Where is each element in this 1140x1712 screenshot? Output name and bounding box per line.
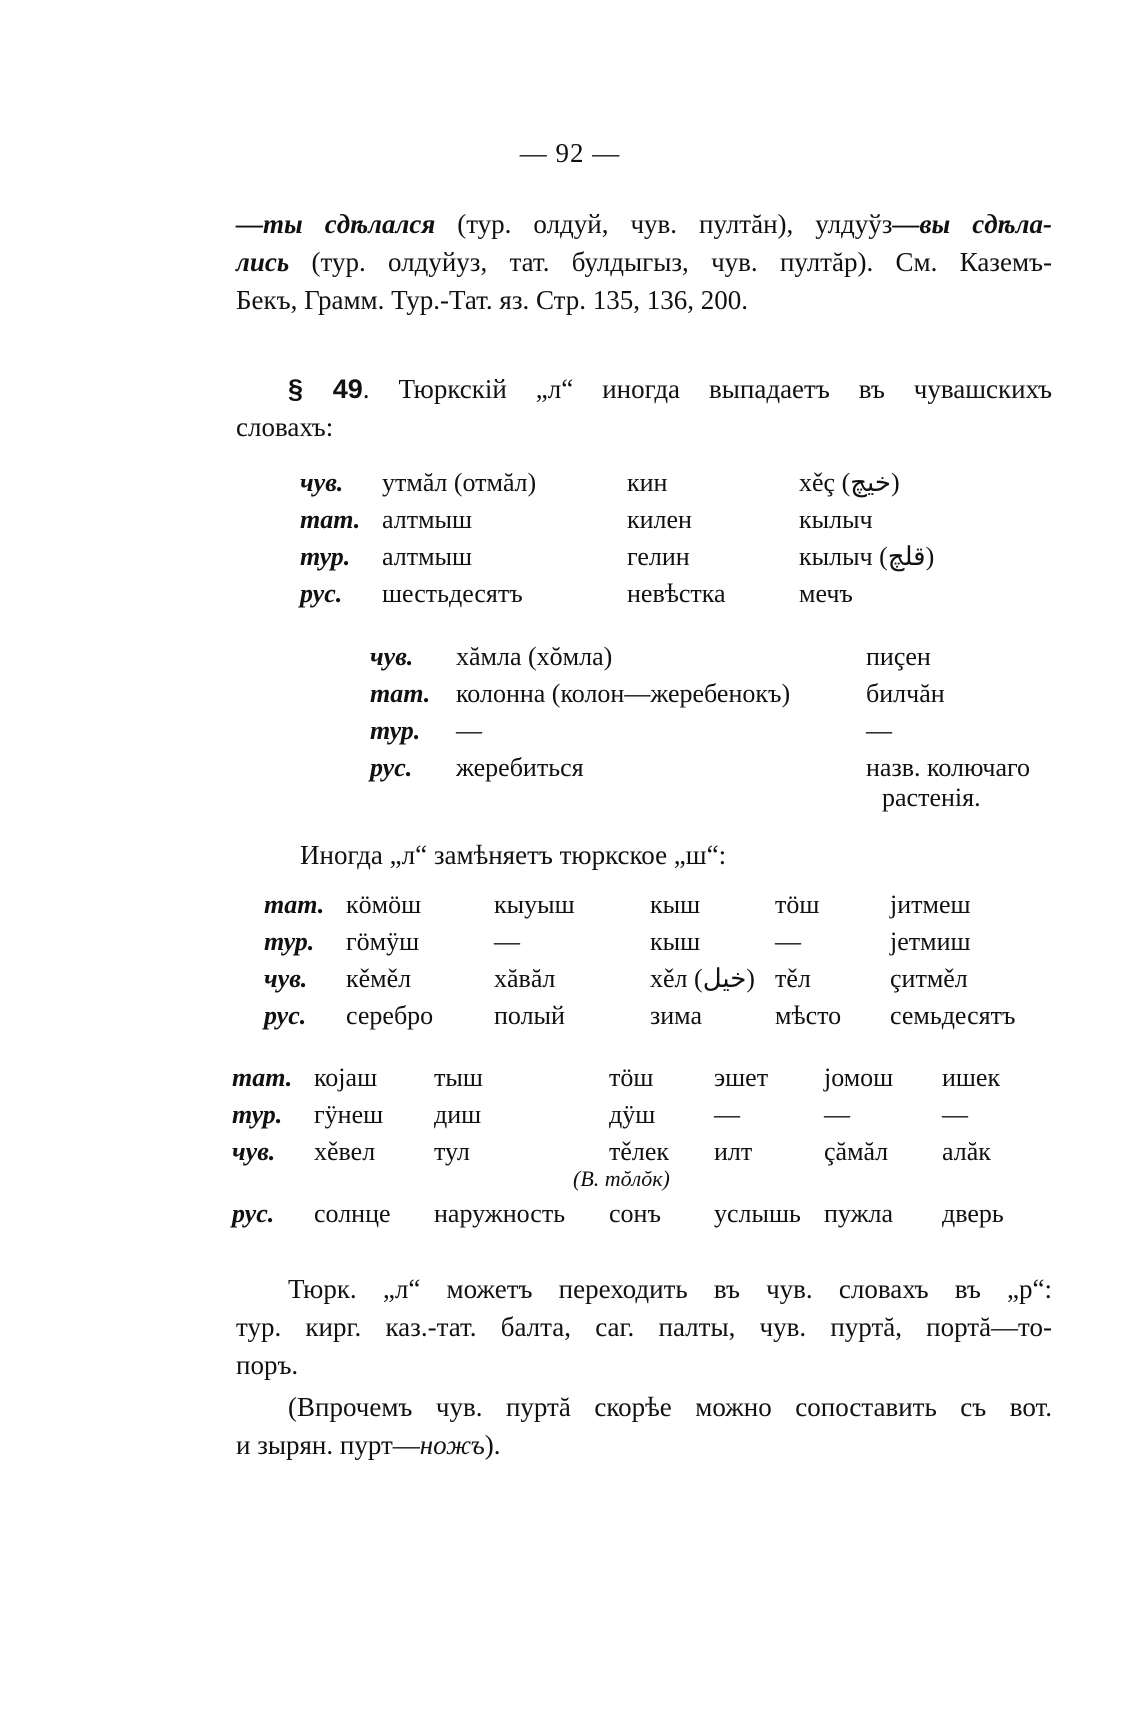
- table-cell: [866, 642, 1030, 679]
- text-run: (тур. олдуй, чув. пултăн), улдуўз: [435, 209, 893, 239]
- table-cell: тӧш: [775, 890, 820, 919]
- cell-text: назв. колючаго: [866, 753, 1031, 782]
- cell-text: сонъ: [609, 1199, 661, 1228]
- paragraph-verb-forms: [236, 205, 1052, 319]
- text-line: Бекъ, Грамм. Тур.-Тат. яз. Стр. 135, 136, 200.: [236, 285, 749, 315]
- table-cell: илт: [714, 1137, 753, 1166]
- table-cell: —: [494, 927, 520, 956]
- table-cell: хăвăл: [494, 964, 556, 993]
- paragraph-l-replaces-sh: Иногда „л“ замѣняетъ тюркское „ш“:: [300, 840, 727, 870]
- cell-text: тěлек: [609, 1137, 670, 1166]
- italic-phrase: лись: [236, 247, 290, 277]
- table-cell: полый: [494, 1001, 565, 1030]
- paragraph-section-49: [236, 370, 1052, 446]
- table-cell: алтмыш: [382, 505, 473, 534]
- language-label: тат.: [300, 505, 361, 534]
- table-row: [264, 927, 1015, 964]
- table-row: [370, 679, 1030, 716]
- table-row: [300, 542, 934, 579]
- text-line: (Впрочемъ чув. пуртă скорѣе можно сопоставить съ вот.: [288, 1392, 1052, 1422]
- language-label: чув.: [300, 468, 344, 497]
- table-cell: —: [775, 927, 801, 956]
- text-run: и зырян. пурт—: [236, 1430, 420, 1460]
- table-cell: гӧмӱш: [346, 927, 420, 956]
- table-cell: хěç (خیچ): [799, 468, 900, 497]
- table-row: [370, 642, 1030, 679]
- language-label: рус.: [300, 579, 343, 608]
- table-row: [232, 1063, 1004, 1100]
- text-line: словахъ:: [236, 412, 334, 442]
- table-cell: диш: [434, 1100, 482, 1129]
- table-cell: тěл: [775, 964, 811, 993]
- table-cell: услышь: [714, 1199, 801, 1228]
- language-label: тур.: [264, 927, 315, 956]
- table-cell: кыш: [650, 927, 701, 956]
- text-line: [236, 205, 1052, 243]
- text-run: (тур. олдуйуз, тат. булдыгыз, чув. пултăр). См. Каземъ-: [289, 247, 1052, 277]
- table-row: [264, 890, 1015, 927]
- table-cell: кěмěл: [346, 964, 412, 993]
- table-cell: [866, 753, 1030, 813]
- table-cell: жеребиться: [456, 753, 584, 782]
- section-number: § 49: [288, 374, 363, 404]
- table-cell: хěвел: [314, 1137, 376, 1166]
- paragraph-l-to-r: [236, 1270, 1052, 1384]
- table-row: [300, 505, 934, 542]
- comparison-table-4: [232, 1063, 1004, 1236]
- text-run: ).: [484, 1430, 501, 1460]
- table-cell: кин: [627, 468, 668, 497]
- table-cell: —: [824, 1100, 850, 1129]
- table-cell: [609, 1199, 714, 1236]
- italic-phrase: ножъ: [419, 1430, 485, 1460]
- table-cell: колонна (колон—жеребенокъ): [456, 679, 791, 708]
- language-label: тур.: [232, 1100, 283, 1129]
- text-run: . Тюркскій „л“ иногда выпадаетъ въ чувашскихъ: [362, 374, 1052, 404]
- table-cell: серебро: [346, 1001, 434, 1030]
- table-cell: солнце: [314, 1199, 391, 1228]
- table-cell: [866, 679, 1030, 716]
- table-cell: —: [942, 1100, 968, 1129]
- comparison-table-1: [300, 468, 934, 616]
- table-cell: тул: [434, 1137, 470, 1166]
- cell-text: дӱш: [609, 1100, 656, 1129]
- table-cell: утмăл (отмăл): [382, 468, 537, 497]
- text-line: тур. кирг. каз.-тат. балта, саг. палты, чув. пуртă, портă—то-: [236, 1312, 1052, 1342]
- language-label: тур.: [300, 542, 351, 571]
- table-cell: пужла: [824, 1199, 894, 1228]
- language-label: чув.: [232, 1137, 276, 1166]
- paragraph-note: [236, 1388, 1052, 1464]
- table-row: [300, 468, 934, 505]
- table-cell: jомош: [824, 1063, 894, 1092]
- language-label: тат.: [264, 890, 325, 919]
- table-row: [264, 1001, 1015, 1038]
- table-cell: jетмиш: [890, 927, 971, 956]
- cell-text: билчăн: [866, 679, 945, 708]
- table-cell: мѣсто: [775, 1001, 842, 1030]
- cell-subtext: (В. тŏлŏк): [573, 1166, 670, 1191]
- table-cell: тыш: [434, 1063, 483, 1092]
- table-row: [370, 753, 1030, 813]
- table-cell: кыуыш: [494, 890, 575, 919]
- table-cell: дверь: [942, 1199, 1004, 1228]
- table-cell: çитмěл: [890, 964, 968, 993]
- table-row: [232, 1100, 1004, 1137]
- table-cell: зима: [650, 1001, 702, 1030]
- text-line: [236, 243, 1052, 281]
- text-line: поръ.: [236, 1350, 299, 1380]
- text-line: [236, 1426, 1052, 1464]
- language-label: тат.: [370, 679, 431, 708]
- language-label: тат.: [232, 1063, 293, 1092]
- table-cell: [573, 1137, 714, 1199]
- table-cell: хăмла (хŏмла): [456, 642, 613, 671]
- table-row: [264, 964, 1015, 1001]
- comparison-table-2: [370, 642, 1030, 813]
- table-cell: [609, 1100, 714, 1137]
- table-cell: којаш: [314, 1063, 378, 1092]
- table-cell: jитмеш: [890, 890, 971, 919]
- table-cell: алăк: [942, 1137, 991, 1166]
- italic-phrase: —ты сдѣлался: [236, 209, 436, 239]
- table-row: [232, 1199, 1004, 1236]
- language-label: чув.: [370, 642, 414, 671]
- text-line: Тюрк. „л“ можетъ переходить въ чув. словахъ въ „р“:: [288, 1274, 1052, 1304]
- cell-text: растенія.: [882, 783, 981, 812]
- text-line: [236, 370, 1052, 408]
- language-label: чув.: [264, 964, 308, 993]
- table-cell: мечъ: [799, 579, 853, 608]
- cell-text: пиçен: [866, 642, 931, 671]
- table-cell: кӧмӧш: [346, 890, 422, 919]
- cell-text: тӧш: [609, 1063, 654, 1092]
- table-cell: наружность: [434, 1199, 566, 1228]
- cell-text: —: [866, 716, 892, 745]
- table-cell: гелин: [627, 542, 690, 571]
- table-cell: —: [456, 716, 482, 745]
- table-cell: эшет: [714, 1063, 769, 1092]
- comparison-table-3: [264, 890, 1015, 1038]
- page-number: — 92 —: [519, 138, 621, 168]
- table-cell: [609, 1063, 714, 1100]
- language-label: тур.: [370, 716, 421, 745]
- language-label: рус.: [370, 753, 413, 782]
- table-row: [300, 579, 934, 616]
- table-cell: çăмăл: [824, 1137, 889, 1166]
- table-cell: алтмыш: [382, 542, 473, 571]
- table-cell: кыш: [650, 890, 701, 919]
- italic-phrase: —вы сдѣла-: [892, 209, 1053, 239]
- table-cell: [866, 716, 1030, 753]
- table-row: [232, 1137, 1004, 1199]
- table-cell: ишек: [942, 1063, 1001, 1092]
- table-cell: —: [714, 1100, 740, 1129]
- table-cell: килен: [627, 505, 692, 534]
- table-cell: семьдесятъ: [890, 1001, 1016, 1030]
- table-cell: невѣстка: [627, 579, 726, 608]
- table-cell: хěл (خیل): [650, 964, 755, 993]
- table-cell: шестьдесятъ: [382, 579, 523, 608]
- table-cell: гӱнеш: [314, 1100, 384, 1129]
- table-cell: кылыч (قلچ): [799, 542, 935, 571]
- table-cell: кылыч: [799, 505, 873, 534]
- table-row: [370, 716, 1030, 753]
- language-label: рус.: [264, 1001, 307, 1030]
- language-label: рус.: [232, 1199, 275, 1228]
